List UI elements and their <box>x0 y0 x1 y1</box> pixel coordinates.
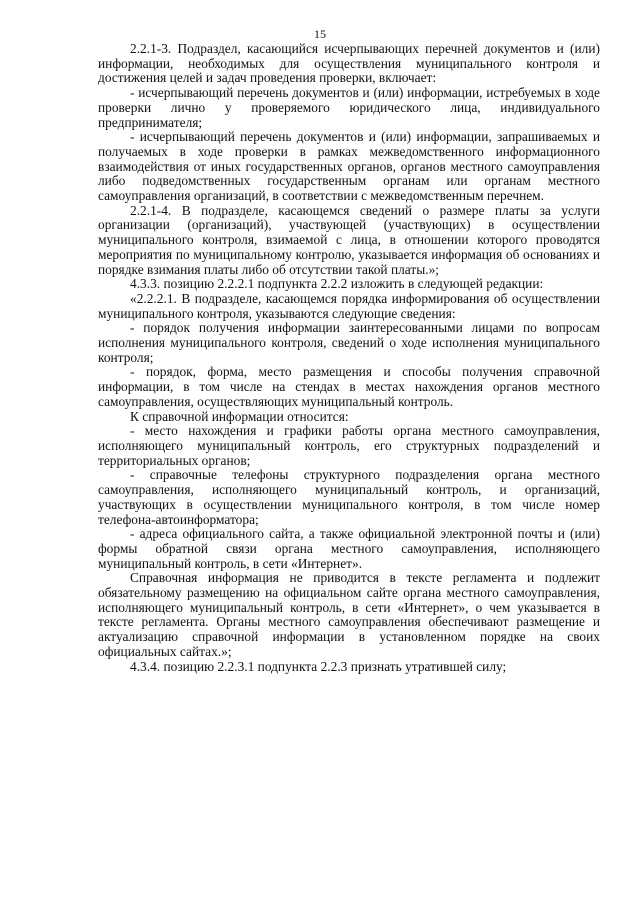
paragraph-2-2-1-4: 2.2.1-4. В подразделе, касающемся сведений о размере платы за услуги организации (организаций), участвующей (участвующих) в осуществлении муниципального контроля, взимаемой с лица, в отношении которого проводятся мероприятия по муниципальному контролю, указывается информация об основаниях и порядке взимания платы либо об отсутствии такой платы.»; <box>98 202 600 277</box>
document-body <box>98 42 600 674</box>
paragraph-2-2-2-1: «2.2.2.1. В подразделе, касающемся порядка информирования об осуществлении муниципального контроля, указываются следующие сведения: <box>98 290 600 321</box>
list-item-documents-interagency: - исчерпывающий перечень документов и (или) информации, запрашиваемых и получаемых в ходе проверки в рамках межведомственного информационного взаимодействия от иных государственных органов, органов местного самоуправления либо подведомственных государственным органам или органам местного самоуправления организаций, в соответствии с межведомственным перечнем. <box>98 129 600 204</box>
page-number: 15 <box>314 27 326 41</box>
paragraph-4-3-4: 4.3.4. позицию 2.2.3.1 подпункта 2.2.3 признать утратившей силу; <box>130 658 507 674</box>
paragraph-4-3-3: 4.3.3. позицию 2.2.2.1 подпункта 2.2.2 изложить в следующей редакции: <box>130 276 544 292</box>
list-item-website-email: - адреса официального сайта, а также официальной электронной почты и (или) формы обратной связи органа местного самоуправления, исполняющего муниципальный контроль, в сети «Интернет». <box>98 526 600 571</box>
paragraph-2-2-1-3: 2.2.1-3. Подраздел, касающийся исчерпывающих перечней документов и (или) информации, необходимых для осуществления муниципального контроля и достижения целей и задач проведения проверки, включает: <box>98 41 600 86</box>
paragraph-reference-info-intro: К справочной информации относится: <box>130 408 349 424</box>
list-item-location-schedule: - место нахождения и графики работы органа местного самоуправления, исполняющего муниципальный контроль, его структурных подразделений и территориальных органов; <box>98 423 600 468</box>
list-item-reference-info-procedure: - порядок, форма, место размещения и способы получения справочной информации, в том числе на стендах в местах нахождения органов местного самоуправления, осуществляющих муниципальный контроль. <box>98 364 600 409</box>
list-item-documents-requested-in-check: - исчерпывающий перечень документов и (или) информации, истребуемых в ходе проверки лично у проверяемого юридического лица, индивидуального предпринимателя; <box>98 85 600 130</box>
paragraph-reference-info-placement: Справочная информация не приводится в тексте регламента и подлежит обязательному размещению на официальном сайте органа местного самоуправления, исполняющего муниципальный контроль, в сети «Интернет», о чем указывается в тексте регламента. Органы местного самоуправления обеспечивают размещение и актуализацию справочной информации в установленном порядке на своих официальных сайтах.»; <box>98 570 600 659</box>
list-item-information-procedure: - порядок получения информации заинтересованными лицами по вопросам исполнения муниципального контроля, сведений о ходе исполнения муниципального контроля; <box>98 320 600 365</box>
list-item-phones: - справочные телефоны структурного подразделения органа местного самоуправления, исполняющего муниципальный контроль, и организаций, участвующих в осуществлении муниципального контроля, в том числе номер телефона-автоинформатора; <box>98 467 600 527</box>
